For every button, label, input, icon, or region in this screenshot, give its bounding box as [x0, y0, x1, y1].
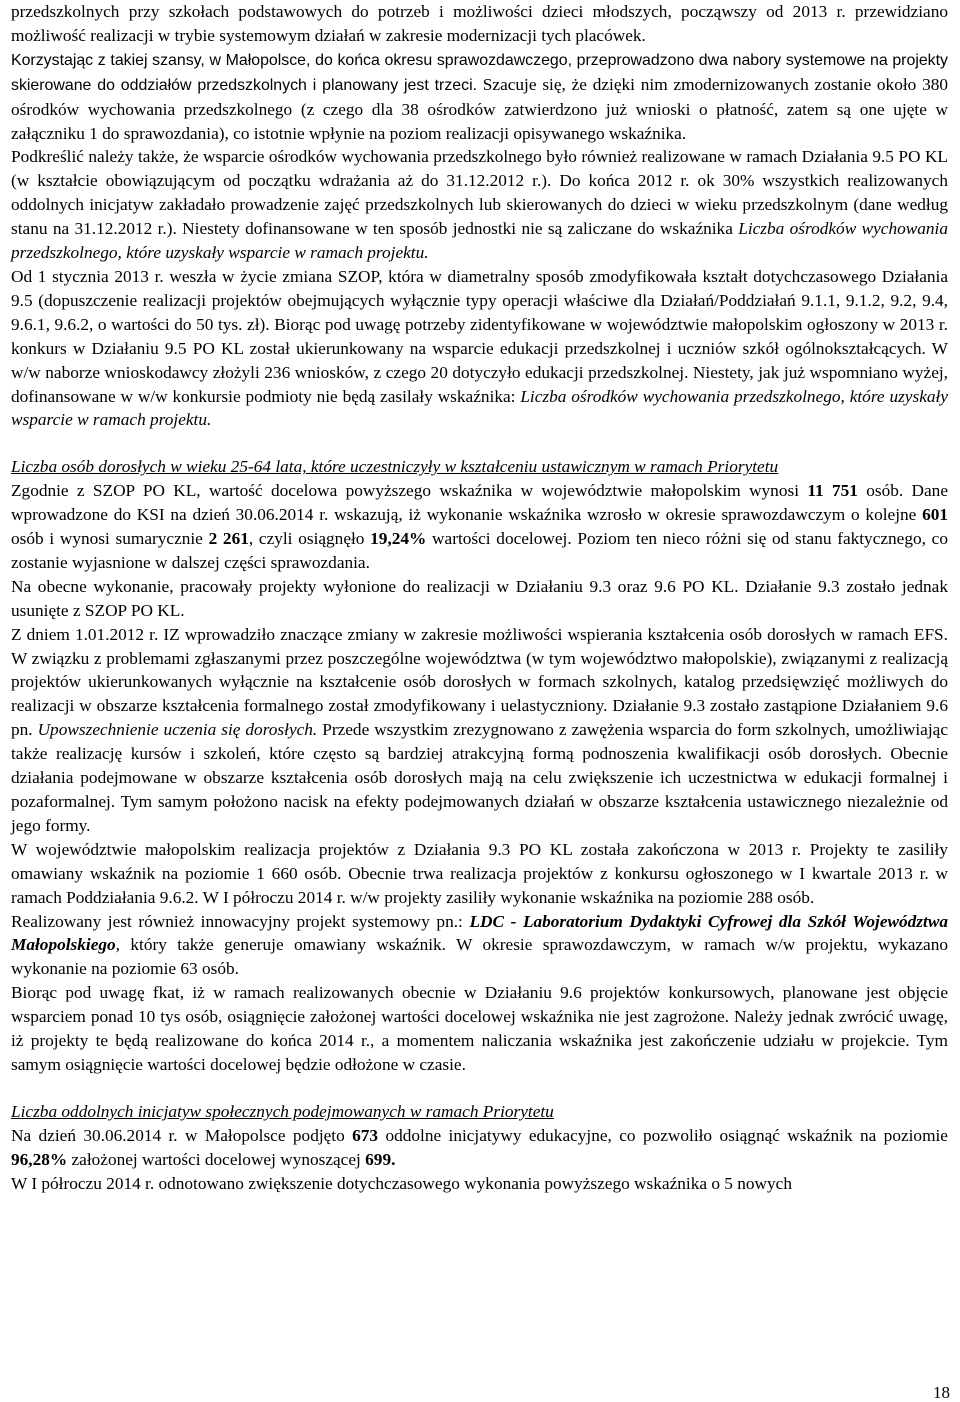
section-heading-initiatives-text: Liczba oddolnych inicjatyw społecznych podejmowanych w ramach Priorytetu [11, 1101, 554, 1121]
initiatives-percentage: 96,28% [11, 1149, 68, 1169]
section-heading-initiatives [11, 1100, 948, 1124]
target-value: 11 751 [807, 481, 858, 501]
paragraph-nabory-text: Szacuje się, że dzięki nim zmodernizowanych zostanie około 380 ośrodków wychowania przedszkolnego (z czego dla 38 ośrodków zatwierdzono już wnioski o płatność, zatem są one ujęte w załączniku 1 do sprawozdania), co istotnie wpłynie na poziom realizacji opisywanego wskaźnika. [11, 74, 948, 143]
paragraph-nabory [11, 48, 948, 146]
paragraph-target-outlook: Biorąc pod uwagę fkat, iż w ramach realizowanych obecnie w Działaniu 9.6 projektów konkursowych, planowane jest objęcie wsparciem ponad 10 tys osób, osiągnięcie założonej wartości docelowej wskaźnika nie jest zagrożone. Należy jednak zwrócić uwagę, iż projekty te będą realizowane do końca 2014 r., a momentem naliczania wskaźnika jest zakończenie udziału w projekcie. Tym samym osiągnięcie wartości docelowej będzie odłożone w czasie. [11, 983, 948, 1074]
document-page [11, 0, 948, 1196]
text-segment: , który także generuje omawiany wskaźnik. W okresie sprawozdawczym, w ramach w/w projektu, wykazano wykonanie na poziomie 63 osób. [11, 935, 948, 979]
indicator-name-italic: Liczba ośrodków wychowania przedszkolnego, które uzyskały wsparcie w ramach projektu. [11, 219, 948, 263]
text-segment: , czyli osiągnęło [248, 529, 371, 549]
page-number: 18 [933, 1383, 950, 1402]
increase-value: 601 [922, 505, 948, 525]
paragraph-szop-change-text: Od 1 stycznia 2013 r. weszła w życie zmiana SZOP, która w diametralny sposób zmodyfikowała kształt dotychczasowego Działania 9.5 (dopuszczenie realizacji projektów obejmujących wyłącznie typy operacji właściwe dla Działań/Poddziałań 9.1.1, 9.1.2, 9.2, 9.4, 9.6.1, 9.6.2, o wartości do 50 tys. zł). Biorąc pod uwagę potrzeby zidentyfikowane w województwie małopolskim ogłoszony w 2013 r. konkurs w Działaniu 9.5 PO KL został ukierunkowany na wsparcie edukacji przedszkolnej i uczniów szkół ogólnokształcących. W w/w naborze wnioskodawcy złożyli 236 wniosków, z czego 20 dotyczyło edukacji przedszkolnej. Niestety, jak już wspomniano wyżej, dofinansowane w w/w konkursie podmioty nie będą zasilały wskaźnika: [11, 266, 948, 406]
percentage-value: 19,24% [370, 529, 427, 549]
measure-name-italic: Upowszechnienie uczenia się dorosłych. [37, 720, 318, 740]
paragraph-target-value [11, 479, 948, 575]
section-heading-adults-text: Liczba osób dorosłych w wieku 25-64 lata, które uczestniczyły w kształceniu ustawicznym w ramach Priorytetu [11, 457, 779, 477]
text-segment: wartości docelowej. Poziom ten nieco różni się od stanu faktycznego, co zostanie wyjasnione w dalszej części sprawozdania. [11, 529, 948, 572]
text-segment: Na dzień 30.06.2014 r. w Małopolsce podjęto [11, 1125, 353, 1145]
initiatives-count: 673 [352, 1125, 379, 1145]
paragraph-intro: przedszkolnych przy szkołach podstawowych do potrzeb i możliwości dzieci młodszych, począwszy od 2013 r. przewidziano możliwość realizacji w trybie systemowym działań w zakresie modernizacji tych placówek. [11, 2, 948, 45]
text-segment: osób i wynosi sumarycznie [11, 529, 209, 549]
text-segment: osób. Dane wprowadzone do KSI na dzień 30.06.2014 r. wskazują, iż wykonanie wskaźnika wzrosło w okresie sprawozdawczym o kolejne [11, 481, 948, 525]
paragraph-dzialanie-9-5 [11, 145, 948, 265]
text-segment: Zgodnie z SZOP PO KL, wartość docelowa powyższego wskaźnika w województwie małopolskim wynosi [11, 481, 808, 501]
indicator-name-italic: Liczba ośrodków wychowania przedszkolnego, które uzyskały wsparcie w ramach projektu. [11, 386, 948, 430]
initiatives-target: 699. [365, 1149, 396, 1169]
paragraph-ldc-project [11, 910, 948, 982]
text-segment: Z dniem 1.01.2012 r. IZ wprowadziło znaczące zmiany w zakresie możliwości wspierania kształcenia osób dorosłych w ramach EFS. W związku z problemami zgłaszanymi przez poszczególne województwa (w tym województwo małopolskie), związanymi z realizacją projektów ukierunkowanych wyłącznie na kształcenie osób dorosłych w formach szkolnych, katalog przedsięwzięć możliwych do realizacji w obszarze kształcenia formalnego został zmodyfikowany i uelastyczniony. Działanie 9.3 zostało zastąpione Działaniem 9.6 pn. [11, 624, 948, 740]
paragraph-dzialanie-9-5-text: Podkreślić należy także, że wsparcie ośrodków wychowania przedszkolnego było również realizowane w ramach Działania 9.5 PO KL (w kształcie obowiązującym od początku wdrażania aż do 31.12.2012 r.). Do końca 2012 r. ok 30% wszystkich realizowanych oddolnych inicjatyw zakładało prowadzenie zajęć przedszkolnych lub skierowanych do dzieci w wieku przedszkolnym (dane według stanu na 31.12.2012 r.). Niestety dofinansowane w ten sposób jednostki nie są zaliczane do wskaźnika [11, 147, 948, 239]
paragraph-first-half-2014: W I półroczu 2014 r. odnotowano zwiększenie dotychczasowego wykonania powyższego wskaźnika o 5 nowych [11, 1173, 792, 1193]
paragraph-initiatives-count [11, 1124, 948, 1172]
paragraph-iz-changes [11, 623, 948, 838]
project-name: LDC - Laboratorium Dydaktyki Cyfrowej dla Szkół Województwa Małopolskiego [11, 911, 948, 955]
text-segment: oddolne inicjatywy edukacyjne, co pozwoliło osiągnąć wskaźnik na poziomie [378, 1125, 948, 1145]
section-heading-adults [11, 455, 948, 479]
paragraph-szop-change [11, 265, 948, 432]
paragraph-malopolska-realization: W województwie małopolskim realizacja projektów z Działania 9.3 PO KL została zakończona w 2013 r. Projekty te zasiliły omawiany wskaźnik na poziomie 1 660 osób. Obecnie trwa realizacja projektów z konkursu ogłoszonego w I kwartale 2013 r. w ramach Poddziałania 9.6.2. W I półroczu 2014 r. w/w projekty zasiliły wykonanie wskaźnika na poziomie 288 osób. [11, 839, 948, 907]
text-segment: Przede wszystkim zrezygnowano z zawężenia wsparcia do form szkolnych, umożliwiając także realizację kursów i szkoleń, które często są bardziej atrakcyjną formą podnoszenia kwalifikacji osób dorosłych. Obecnie działania podejmowane w obszarze kształcenia osób dorosłych mają na celu zwiększenie ich uczestnictwa w edukacji formalnej i pozaformalnej. Tym samym położono nacisk na efekty podejmowanych działań w obszarze kształcenia ustawicznego niezależnie od jego formy. [11, 720, 948, 835]
paragraph-nabory-sans-text: Korzystając z takiej szansy, w Małopolsce, do końca okresu sprawozdawczego, przeprowadzono dwa nabory systemowe na projekty skierowane do oddziałów przedszkolnych i planowany jest trzeci. [11, 51, 948, 94]
text-segment: Realizowany jest również innowacyjny projekt systemowy pn.: [11, 911, 470, 931]
total-value: 2 261 [208, 529, 249, 549]
text-segment: założonej wartości docelowej wynoszącej [67, 1149, 366, 1169]
paragraph-current-execution: Na obecne wykonanie, pracowały projekty wyłonione do realizacji w Działaniu 9.3 oraz 9.6 PO KL. Działanie 9.3 zostało jednak usunięte z SZOP PO KL. [11, 576, 948, 620]
